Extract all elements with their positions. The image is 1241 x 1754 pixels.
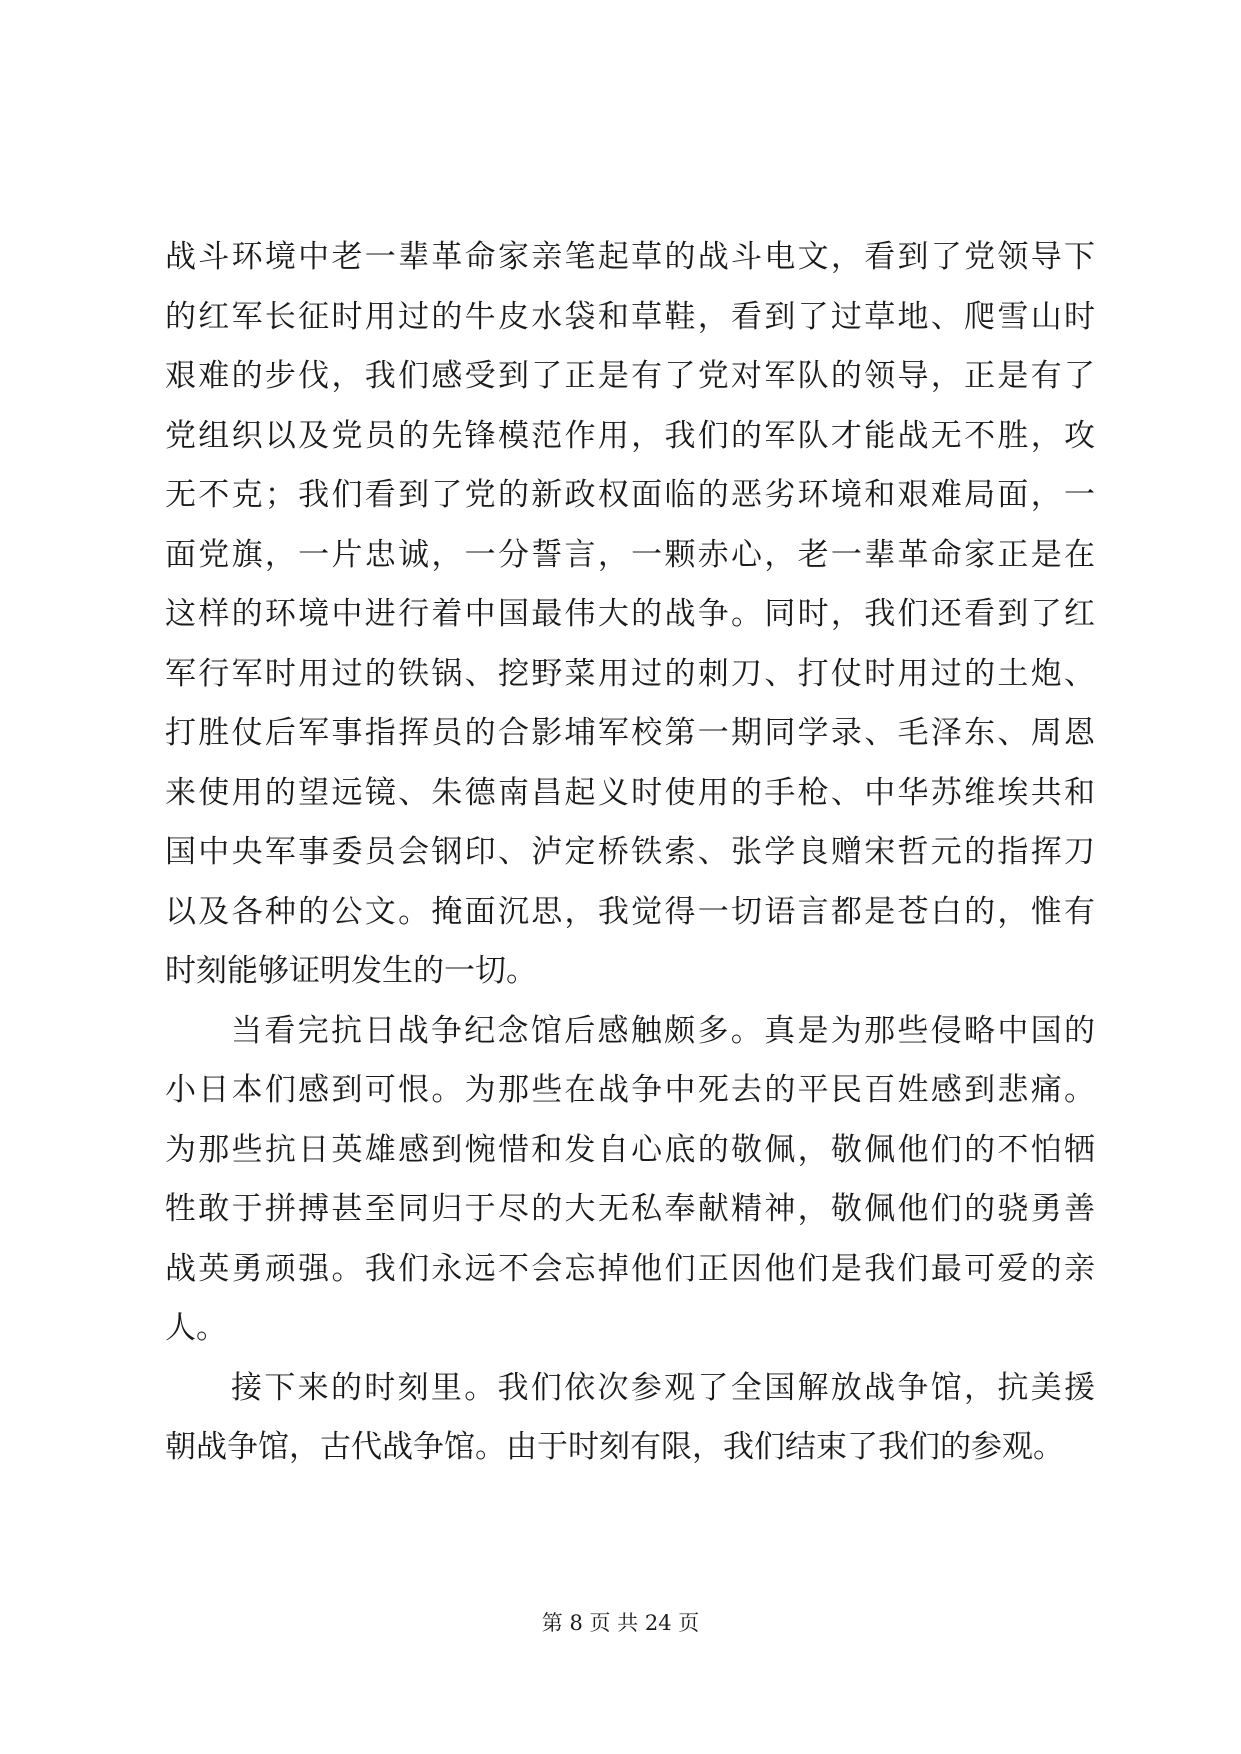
paragraph-1-line: 战斗环境中老一辈革命家亲笔起草的战斗电文，看到了党领导下 [165, 239, 1095, 275]
paragraph-1-line: 时刻能够证明发生的一切。 [165, 953, 537, 989]
paragraph-1-line: 面党旗，一片忠诚，一分誓言，一颗赤心，老一辈革命家正是在 [165, 536, 1095, 573]
paragraph-1-line: 军行军时用过的铁锅、挖野菜用过的刺刀、打仗时用过的土炮、 [165, 655, 1095, 692]
page-footer: 第 8 页 共 24 页 [541, 1611, 700, 1635]
paragraph-1-line: 国中央军事委员会钢印、泸定桥铁索、张学良赠宋哲元的指挥刀 [165, 834, 1095, 870]
paragraph-2-line: 为那些抗日英雄感到惋惜和发自心底的敬佩，敬佩他们的不怕牺 [165, 1131, 1095, 1168]
paragraph-1-line: 打胜仗后军事指挥员的合影埔军校第一期同学录、毛泽东、周恩 [165, 715, 1095, 751]
paragraph-2-line: 小日本们感到可恨。为那些在战争中死去的平民百姓感到悲痛。 [165, 1072, 1095, 1108]
paragraph-1-line: 党组织以及党员的先锋模范作用，我们的军队才能战无不胜，攻 [165, 417, 1095, 454]
paragraph-1-line: 无不克；我们看到了党的新政权面临的恶劣环境和艰难局面，一 [165, 477, 1095, 513]
paragraph-3-line: 朝战争馆，古代战争馆。由于时刻有限，我们结束了我们的参观。 [165, 1429, 1064, 1465]
paragraph-2-line: 牲敢于拼搏甚至同归于尽的大无私奉献精神，敬佩他们的骁勇善 [165, 1191, 1095, 1227]
paragraph-1-line: 艰难的步伐，我们感受到了正是有了党对军队的领导，正是有了 [165, 358, 1095, 394]
body-text [165, 228, 1095, 1478]
paragraph-1-line: 的红军长征时用过的牛皮水袋和草鞋，看到了过草地、爬雪山时 [165, 298, 1095, 335]
paragraph-1-line: 以及各种的公文。掩面沉思，我觉得一切语言都是苍白的，惟有 [165, 893, 1095, 930]
paragraph-1-line: 来使用的望远镜、朱德南昌起义时使用的手枪、中华苏维埃共和 [165, 774, 1095, 811]
paragraph-3-line: 接下来的时刻里。我们依次参观了全国解放战争馆，抗美援 [231, 1369, 1095, 1406]
paragraph-1-line: 这样的环境中进行着中国最伟大的战争。同时，我们还看到了红 [165, 596, 1095, 632]
paragraph-2-line: 战英勇顽强。我们永远不会忘掉他们正因他们是我们最可爱的亲 [165, 1250, 1095, 1287]
paragraph-2-line: 人。 [165, 1310, 227, 1346]
paragraph-2-line: 当看完抗日战争纪念馆后感触颇多。真是为那些侵略中国的 [231, 1012, 1095, 1049]
